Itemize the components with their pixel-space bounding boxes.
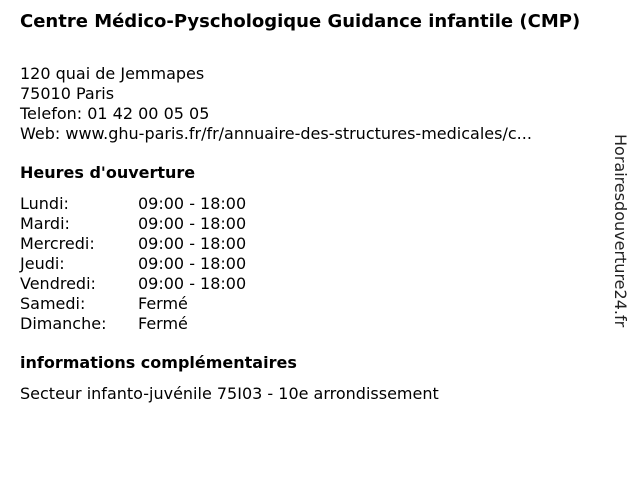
hours-row-wednesday [20, 234, 246, 254]
opening-hours-heading: Heures d'ouverture [20, 163, 196, 182]
time-value: 09:00 - 18:00 [138, 194, 247, 213]
time-value: 09:00 - 18:00 [138, 274, 247, 293]
city: 75010 Paris [20, 84, 115, 103]
additional-info-heading: informations complémentaires [20, 353, 297, 372]
time-value: 09:00 - 18:00 [138, 214, 247, 233]
time-value: Fermé [138, 294, 188, 313]
day-label: Vendredi: [20, 274, 96, 293]
additional-info-text: Secteur infanto-juvénile 75I03 - 10e arrondissement [20, 384, 439, 403]
page-title: Centre Médico-Pyschologique Guidance infantile (CMP) [20, 11, 581, 32]
hours-row-saturday [20, 294, 246, 314]
day-label: Mardi: [20, 214, 70, 233]
time-value: 09:00 - 18:00 [138, 234, 247, 253]
hours-row-tuesday [20, 214, 246, 234]
opening-hours-table [20, 194, 246, 334]
watermark-site-name: Horairesdouverture24.fr [611, 134, 630, 328]
street-address: 120 quai de Jemmapes [20, 64, 205, 83]
website: Web: www.ghu-paris.fr/fr/annuaire-des-structures-medicales/c... [20, 124, 532, 143]
day-label: Lundi: [20, 194, 69, 213]
hours-row-monday [20, 194, 246, 214]
day-label: Samedi: [20, 294, 86, 313]
time-value: 09:00 - 18:00 [138, 254, 247, 273]
phone-number: Telefon: 01 42 00 05 05 [20, 104, 210, 123]
hours-row-friday [20, 274, 246, 294]
address-block [20, 64, 532, 144]
hours-row-thursday [20, 254, 246, 274]
day-label: Dimanche: [20, 314, 107, 333]
day-label: Mercredi: [20, 234, 95, 253]
hours-row-sunday [20, 314, 246, 334]
day-label: Jeudi: [20, 254, 65, 273]
time-value: Fermé [138, 314, 188, 333]
